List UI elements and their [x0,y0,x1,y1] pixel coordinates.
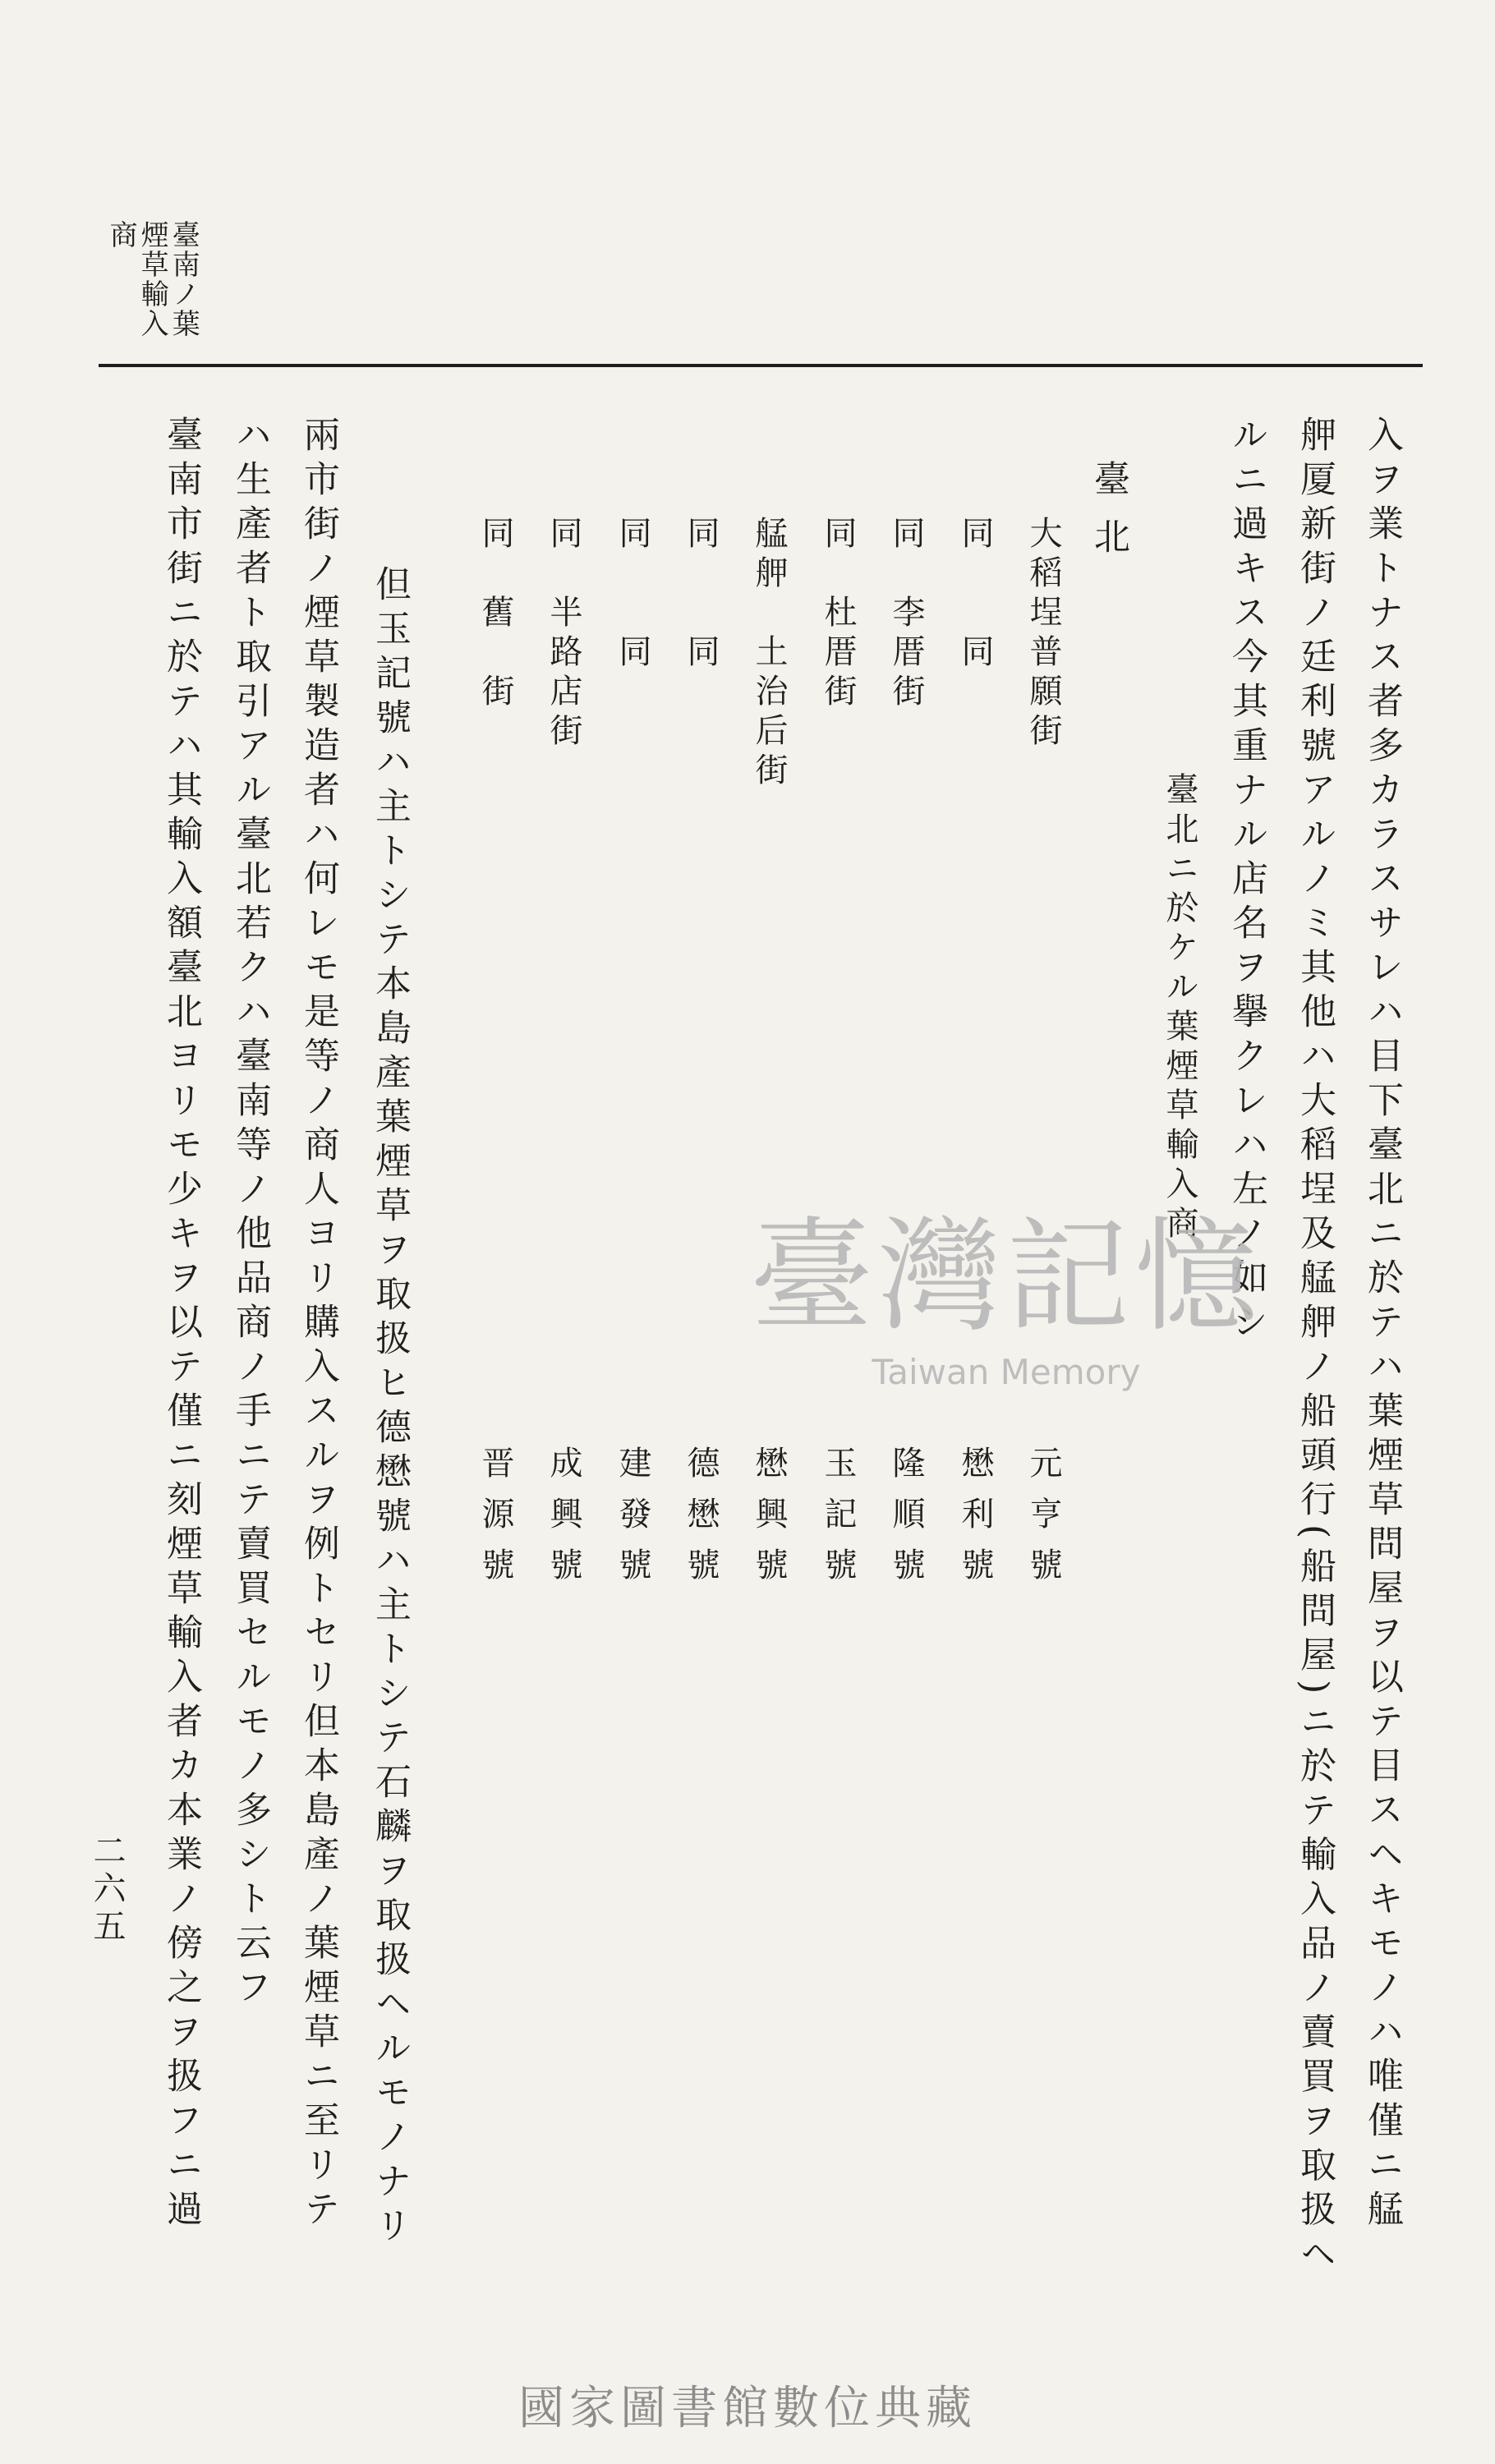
table-row-2-shop: 懋利號 [956,1446,994,1598]
footer-credit: 國家圖書館數位典藏 [518,2382,977,2435]
table-row-3-shop: 隆順號 [887,1446,925,1598]
margin-title-line1: 臺南ノ葉 [167,220,200,338]
margin-title-line3: 商 [104,220,138,250]
watermark [743,1206,1269,1429]
table-row-1-area: 大稻埕普願街 [1024,516,1062,752]
table-row-8-shop: 成興號 [545,1446,582,1598]
table-row-9-shop: 晋源號 [476,1446,514,1598]
body-column-1: 入ヲ業トナス者多カラスサレハ目下臺北ニ於テハ葉煙草問屋ヲ以テ目スヘキモノハ唯僅ニ艋 [1361,416,1403,2234]
watermark-cjk: 臺灣記憶 [749,1206,1263,1349]
note-column: 但玉記號ハ主トシテ本島產葉煙草ヲ取扱ヒ德懋號ハ主トシテ石麟ヲ取扱ヘルモノナリ [369,565,411,2250]
table-row-1-shop: 元亨號 [1024,1446,1062,1598]
margin-title [105,220,199,352]
body-column-7: 臺南市街ニ於テハ其輸入額臺北ヨリモ少キヲ以テ僅ニ刻煙草輸入者カ本業ノ傍之ヲ扱フニ過 [160,416,202,2234]
table-row-8-area: 同 半路店街 [545,516,582,752]
table-row-6-shop: 德懋號 [682,1446,720,1598]
header-rule [99,364,1423,367]
table-row-6-area: 同 同 [682,516,720,673]
table-row-9-area: 同 舊 街 [476,516,514,713]
region-label: 臺北 [1088,460,1129,575]
table-row-4-shop: 玉記號 [819,1446,857,1598]
page-number: 二六五 [88,1833,126,1947]
table-row-7-shop: 建發號 [614,1446,651,1598]
body-column-6: ハ生產者ト取引アル臺北若クハ臺南等ノ他品商ノ手ニテ賣買セルモノ多シト云フ [229,416,271,2012]
body-column-2: 舺厦新街ノ廷利號アルノミ其他ハ大稻埕及艋舺ノ船頭行(船問屋)ニ於テ輸入品ノ賣買ヲ取扱ヘ [1294,416,1336,2279]
table-row-5-shop: 懋興號 [750,1446,788,1598]
watermark-en: Taiwan Memory [872,1352,1141,1392]
table-row-5-area: 艋舺 土治后街 [750,516,788,792]
body-column-5: 兩市街ノ煙草製造者ハ何レモ是等ノ商人ヨリ購入スルヲ例トセリ但本島產ノ葉煙草ニ至リテ [297,416,339,2234]
margin-title-line2: 煙草輸入 [136,220,169,338]
table-row-2-area: 同 同 [956,516,994,673]
table-row-7-area: 同 同 [614,516,651,673]
list-heading: 臺北ニ於ケル葉煙草輸入商 [1161,772,1198,1245]
table-row-3-area: 同 李厝街 [887,516,925,713]
table-row-4-area: 同 杜厝街 [819,516,857,713]
body-column-3: ルニ過キス今其重ナル店名ヲ擧クレハ左ノ如シ [1226,416,1267,1347]
